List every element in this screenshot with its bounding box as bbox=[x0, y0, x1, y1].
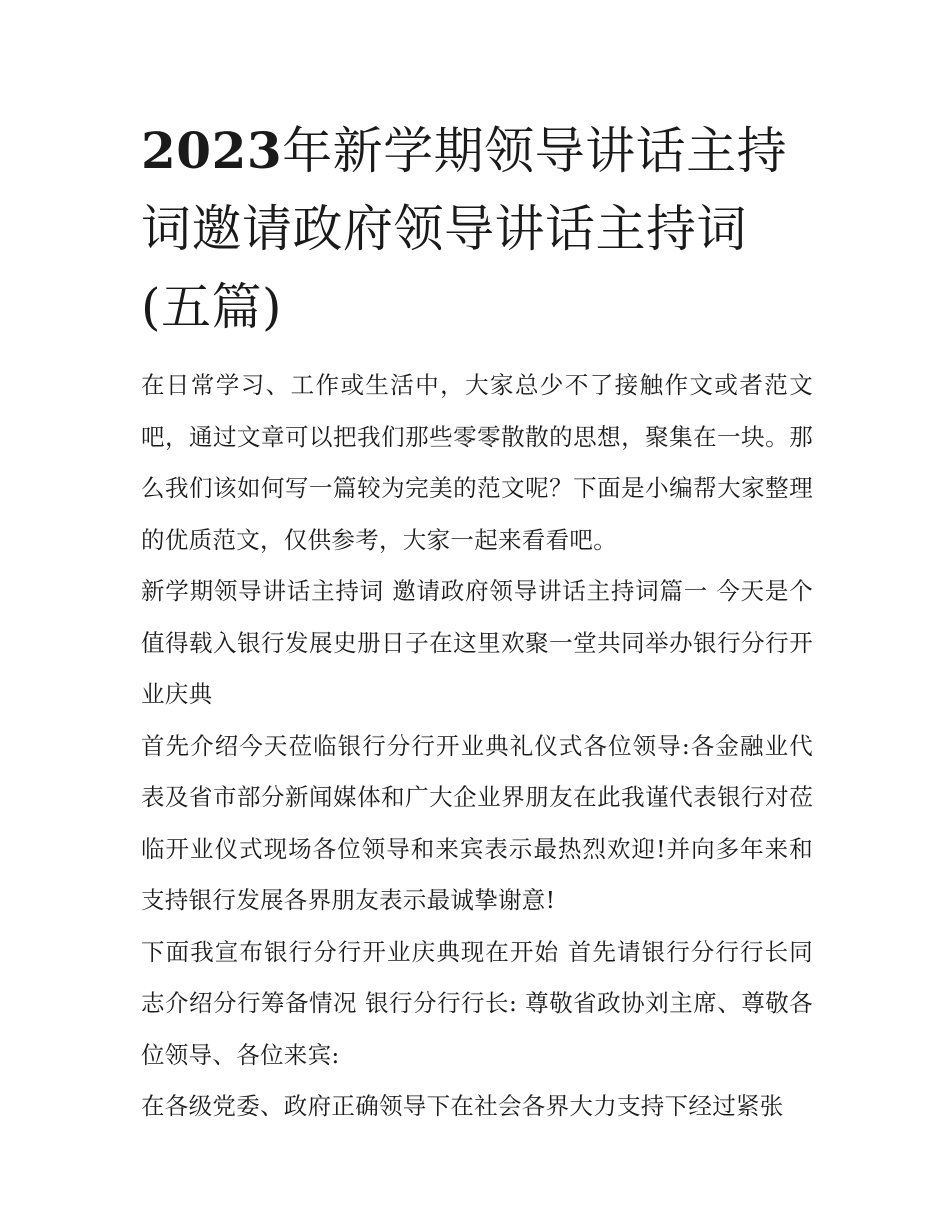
document-page bbox=[141, 112, 813, 1133]
document-title bbox=[141, 112, 813, 346]
paragraph-2: 首先介绍今天莅临银行分行开业典礼仪式各位领导:各金融业代表及省市部分新闻媒体和广大企业界朋友在此我谨代表银行对莅临开业仪式现场各位领导和来宾表示最热烈欢迎!并向多年来和支持银行发展各界朋友表示最诚挚谢意! bbox=[141, 731, 813, 914]
title-text: 年新学期领导讲话主持词邀请政府领导讲话主持词(五篇) bbox=[141, 122, 788, 336]
title-year: 2023 bbox=[141, 121, 283, 180]
paragraph-1: 新学期领导讲话主持词 邀请政府领导讲话主持词篇一 今天是个值得载入银行发展史册日子在这里欢聚一堂共同举办银行分行开业庆典 bbox=[141, 577, 813, 708]
paragraph-intro: 在日常学习、工作或生活中，大家总少不了接触作文或者范文吧，通过文章可以把我们那些零零散散的思想，聚集在一块。那么我们该如何写一篇较为完美的范文呢？下面是小编帮大家整理的优质范文，仅供参考，大家一起来看看吧。 bbox=[141, 371, 813, 554]
paragraph-4: 在各级党委、政府正确领导下在社会各界大力支持下经过紧张 bbox=[141, 1092, 784, 1120]
paragraph-3: 下面我宣布银行分行开业庆典现在开始 首先请银行分行行长同志介绍分行筹备情况 银行分行行长: 尊敬省政协刘主席、尊敬各位领导、各位来宾: bbox=[141, 937, 813, 1069]
